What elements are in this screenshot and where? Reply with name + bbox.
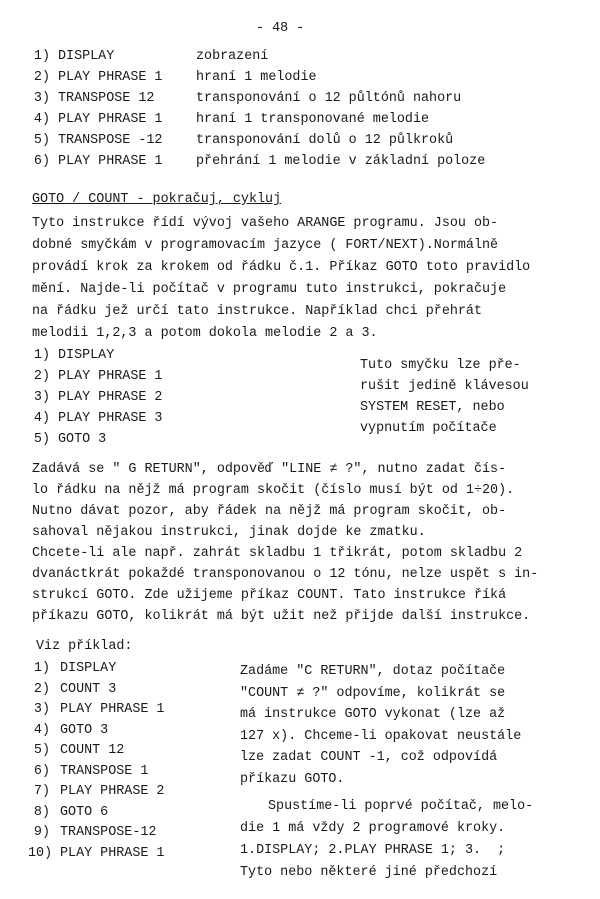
text-line: SYSTEM RESET, nebo (360, 400, 505, 415)
command-description: transponování o 12 půltónů nahoru (196, 91, 462, 106)
command-text: DISPLAY (58, 49, 115, 64)
text-line: příkazu GOTO, kolikrát má být užit než přijde další instrukce. (32, 609, 531, 624)
command-text: TRANSPOSE-12 (60, 825, 157, 840)
command-text: PLAY PHRASE 2 (60, 784, 165, 799)
list-number: 3) (33, 91, 50, 106)
command-text: COUNT 12 (60, 743, 125, 758)
command-description: transponování dolů o 12 půlkroků (196, 133, 454, 148)
list-number: 4) (33, 112, 50, 127)
text-line: 1.DISPLAY; 2.PLAY PHRASE 1; 3. ; (240, 843, 506, 858)
command-text: PLAY PHRASE 3 (58, 411, 163, 426)
command-text: PLAY PHRASE 1 (60, 702, 165, 717)
list-number: 8) (33, 804, 50, 820)
list-number: 5) (33, 432, 50, 447)
text-line: provádí krok za krokem od řádku č.1. Příkaz GOTO toto pravidlo (32, 260, 531, 275)
text-line: die 1 má vždy 2 programové kroky. (240, 821, 506, 836)
text-line: Tyto instrukce řídí vývoj vašeho ARANGE programu. Jsou ob- (32, 216, 499, 231)
list-number: 4) (33, 411, 50, 426)
text-line: dobné smyčkám v programovacím jazyce ( FORT/NEXT).Normálně (32, 238, 499, 253)
text-line: Nutno dávat pozor, aby řádek na nějž má program skočit, ob- (32, 504, 507, 519)
command-description: přehrání 1 melodie v základní poloze (196, 154, 486, 169)
list-number: 7) (33, 784, 50, 799)
text-line: lo řádku na nějž má program skočit (číslo musí být od 1÷20). (32, 483, 515, 498)
command-text: PLAY PHRASE 1 (60, 845, 165, 861)
example-label: Viz příklad: (36, 639, 133, 654)
list-number: 6) (33, 763, 50, 779)
command-text: TRANSPOSE 12 (58, 91, 155, 106)
list-number: 5) (33, 133, 50, 148)
command-text: TRANSPOSE 1 (60, 763, 149, 779)
text-line: na řádku jež určí tato instrukce. Například chci přehrát (32, 304, 482, 319)
list-number: 1) (33, 661, 50, 676)
command-text: PLAY PHRASE 1 (58, 112, 163, 127)
command-text: PLAY PHRASE 1 (58, 70, 163, 85)
list-number: 1) (33, 49, 50, 64)
text-line: mění. Najde-li počítač v programu tuto instrukci, pokračuje (32, 282, 507, 297)
text-line: Tuto smyčku lze pře- (360, 358, 521, 373)
command-description: zobrazení (196, 49, 269, 64)
command-text: COUNT 3 (60, 681, 117, 697)
command-text: PLAY PHRASE 2 (58, 390, 163, 405)
command-text: DISPLAY (58, 348, 115, 363)
text-line: Spustíme-li poprvé počítač, melo- (268, 799, 534, 814)
text-line: Zadává se " G RETURN", odpověď "LINE ≠ ?", nutno zadat čís- (32, 462, 507, 477)
text-line: dvanáctkrát pokaždé transponovanou o 12 tónu, nelze uspět s in- (32, 567, 539, 582)
command-text: GOTO 6 (60, 804, 109, 820)
text-line: Chcete-li ale např. zahrát skladbu 1 třikrát, potom skladbu 2 (32, 546, 523, 561)
text-line: vypnutím počítače (360, 421, 497, 436)
command-description: hraní 1 transponované melodie (196, 112, 430, 127)
text-line: strukcí GOTO. Zde užijeme příkaz COUNT. Tato instrukce říká (32, 588, 507, 603)
command-text: DISPLAY (60, 661, 117, 676)
page-number: - 48 - (256, 21, 305, 36)
text-line: melodii 1,2,3 a potom dokola melodie 2 a 3. (32, 326, 378, 341)
list-number: 3) (33, 390, 50, 405)
list-number: 3) (33, 702, 50, 717)
list-number: 9) (33, 825, 50, 840)
text-line: Zadáme "C RETURN", dotaz počítače (240, 664, 506, 679)
command-text: TRANSPOSE -12 (58, 133, 163, 148)
command-text: GOTO 3 (60, 722, 109, 738)
list-number: 2) (33, 70, 50, 85)
text-line: sahoval nějakou instrukci, jinak dojde ke zmatku. (32, 525, 426, 540)
text-line: lze zadat COUNT -1, což odpovídá (240, 750, 498, 765)
command-text: GOTO 3 (58, 432, 107, 447)
list-number: 10) (28, 845, 53, 861)
text-line: rušit jedině klávesou (360, 379, 529, 394)
text-line: příkazu GOTO. (240, 771, 345, 787)
list-number: 1) (33, 348, 50, 363)
text-line: má instrukce GOTO vykonat (lze až (240, 707, 506, 722)
list-number: 2) (33, 681, 50, 697)
list-number: 6) (33, 154, 50, 169)
list-number: 5) (33, 743, 50, 758)
text-line: 127 x). Chceme-li opakovat neustále (240, 728, 522, 744)
text-line: Tyto nebo některé jiné předchozí (240, 865, 498, 880)
list-number: 2) (33, 369, 50, 384)
command-text: PLAY PHRASE 1 (58, 154, 163, 169)
command-description: hraní 1 melodie (196, 70, 317, 85)
list-number: 4) (33, 722, 50, 738)
text-line: "COUNT ≠ ?" odpovíme, kolikrát se (240, 685, 506, 701)
section-heading: GOTO / COUNT - pokračuj, cykluj (32, 192, 282, 207)
command-text: PLAY PHRASE 1 (58, 369, 163, 384)
